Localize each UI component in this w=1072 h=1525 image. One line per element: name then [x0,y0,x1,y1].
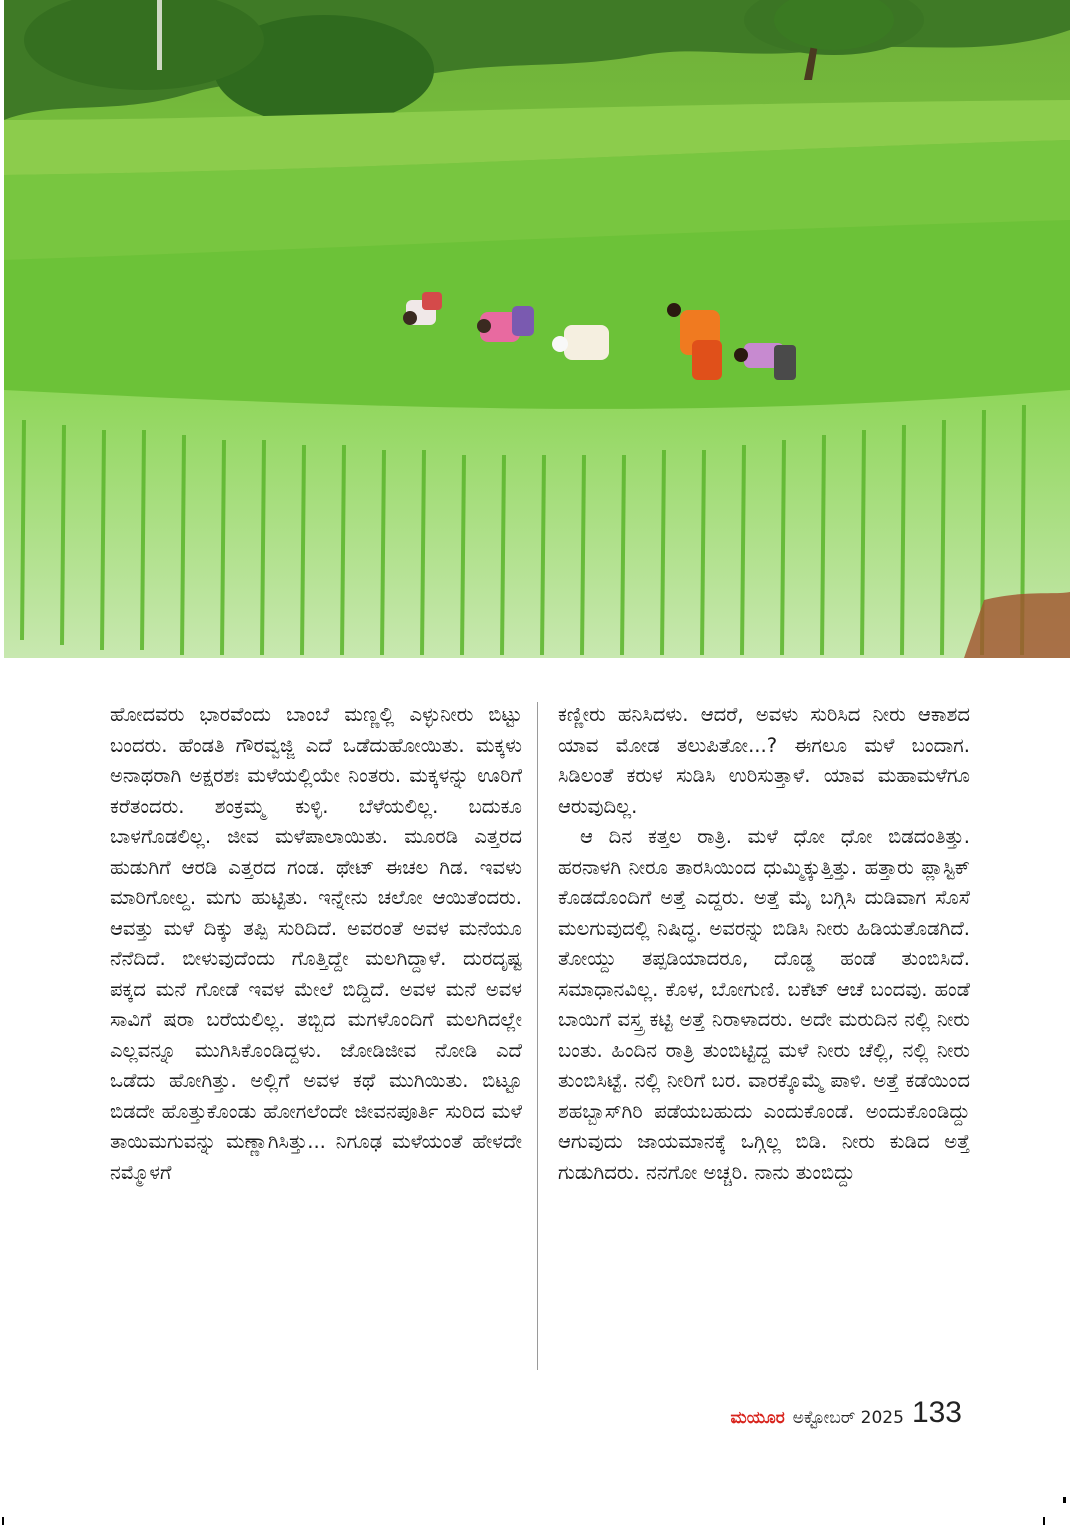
article-paragraph: ಆ ದಿನ ಕತ್ತಲ ರಾತ್ರಿ. ಮಳೆ ಧೋ ಧೋ ಬಿಡದಂತಿತ್ತು. ಹರನಾಳಗಿ ನೀರೂ ತಾರಸಿಯಿಂದ ಧುಮ್ಮಿಕ್ಕುತ್ತಿತ್ತು. ಹತ್ತಾರು ಪ್ಲಾಸ್ಟಿಕ್ ಕೊಡದೊಂದಿಗೆ ಅತ್ತೆ ಎದ್ದರು. ಅತ್ತೆ ಮೈ ಬಗ್ಗಿಸಿ ದುಡಿವಾಗ ಸೊಸೆ ಮಲಗುವುದಲ್ಲಿ ನಿಷಿದ್ಧ. ಅವರನ್ನು ಬಿಡಿಸಿ ನೀರು ಹಿಡಿಯತೊಡಗಿದೆ. ತೋಯ್ದು ತಪ್ಪಡಿಯಾದರೂ, ದೊಡ್ಡ ಹಂಡೆ ತುಂಬಿಸಿದೆ. ಸಮಾಧಾನವಿಲ್ಲ. ಕೊಳ, ಬೋಗುಣಿ. ಬಕೆಟ್ ಆಚೆ ಬಂದವು. ಹಂಡೆ ಬಾಯಿಗೆ ವಸ್ತ್ರ ಕಟ್ಟಿ ಅತ್ತೆ ನಿರಾಳಾದರು. ಅದೇ ಮರುದಿನ ನಲ್ಲಿ ನೀರು ಬಂತು. ಹಿಂದಿನ ರಾತ್ರಿ ತುಂಬಿಟ್ಟಿದ್ದ ಮಳೆ ನೀರು ಚೆಲ್ಲಿ, ನಲ್ಲಿ ನೀರು ತುಂಬಿಸಿಟ್ಟೆ. ನಲ್ಲಿ ನೀರಿಗೆ ಬರ. ವಾರಕ್ಕೊಮ್ಮೆ ಪಾಳಿ. ಅತ್ತೆ ಕಡೆಯಿಂದ ಶಹಬ್ಬಾಸ್‌ಗಿರಿ ಪಡೆಯಬಹುದು ಎಂದುಕೊಂಡೆ. ಅಂದುಕೊಂಡಿದ್ದು ಆಗುವುದು ಜಾಯಮಾನಕ್ಕೆ ಒಗ್ಗಿಲ್ಲ ಬಿಡಿ. ನೀರು ಕುಡಿದ ಅತ್ತೆ ಗುಡುಗಿದರು. ನನಗೋ ಅಚ್ಚರಿ. ನಾನು ತುಂಬಿದ್ದು [558,825,970,1184]
crop-mark [1063,1497,1066,1503]
issue-date: ಅಕ್ಟೋಬರ್ 2025 [792,1408,904,1428]
page-number: 133 [911,1396,962,1429]
article-column-right [558,700,970,1188]
article-paragraph: ಹೋದವರು ಭಾರವೆಂದು ಬಾಂಬೆ ಮಣ್ಣಲ್ಲಿ ಎಳ್ಳುನೀರು ಬಿಟ್ಟು ಬಂದರು. ಹೆಂಡತಿ ಗೌರವ್ವಜ್ಜಿ ಎದೆ ಒಡೆದುಹೋಯಿತು. ಮಕ್ಕಳು ಅನಾಥರಾಗಿ ಅಕ್ಷರಶಃ ಮಳೆಯಲ್ಲಿಯೇ ನಿಂತರು. ಮಕ್ಕಳನ್ನು ಊರಿಗೆ ಕರೆತಂದರು. ಶಂಕ್ರಮ್ಮ ಕುಳ್ಳಿ. ಬೆಳೆಯಲಿಲ್ಲ. ಬದುಕೂ ಬಾಳಗೊಡಲಿಲ್ಲ. ಜೀವ ಮಳೆಪಾಲಾಯಿತು. ಮೂರಡಿ ಎತ್ತರದ ಹುಡುಗಿಗೆ ಆರಡಿ ಎತ್ತರದ ಗಂಡ. ಥೇಟ್ ಈಚಲ ಗಿಡ. ಇವಳು ಮಾರಿಗೋಲ್ದ. ಮಗು ಹುಟ್ಟಿತು. ಇನ್ನೇನು ಚಲೋ ಆಯಿತೆಂದರು. ಆವತ್ತು ಮಳೆ ದಿಕ್ಕು ತಪ್ಪಿ ಸುರಿದಿದೆ. ಅವರಂತೆ ಅವಳ ಮನೆಯೂ ನೆನೆದಿದೆ. ಬೀಳುವುದೆಂದು ಗೊತ್ತಿದ್ದೇ ಮಲಗಿದ್ದಾಳೆ. ದುರದೃಷ್ಟ ಪಕ್ಕದ ಮನೆ ಗೋಡೆ ಇವಳ ಮೇಲೆ ಬಿದ್ದಿದೆ. ಅವಳ ಮನೆ ಅವಳ ಸಾವಿಗೆ ಷರಾ ಬರೆಯಲಿಲ್ಲ. ತಬ್ಬಿದ ಮಗಳೊಂದಿಗೆ ಮಲಗಿದಲ್ಲೇ ಎಲ್ಲವನ್ನೂ ಮುಗಿಸಿಕೊಂಡಿದ್ದಳು. ಜೋಡಿಜೀವ ನೋಡಿ ಎದೆ ಒಡೆದು ಹೋಗಿತ್ತು. ಅಲ್ಲಿಗೆ ಅವಳ ಕಥೆ ಮುಗಿಯಿತು. ಬಿಟ್ಟೂ ಬಿಡದೇ ಹೊತ್ತುಕೊಂಡು ಹೋಗಲೆಂದೇ ಜೀವನಪೂರ್ತಿ ಸುರಿದ ಮಳೆ ತಾಯಿಮಗುವನ್ನು ಮಣ್ಣಾಗಿಸಿತ್ತು... ನಿಗೂಢ ಮಳೆಯಂತೆ ಹೇಳದೇ ನಮ್ಮೊಳಗೆ [110,703,522,1184]
crop-mark [2,1517,4,1525]
magazine-brand: ಮಯೂರ [730,1408,785,1428]
paddy-field-photo [4,0,1070,658]
article-paragraph: ಕಣ್ಣೀರು ಹನಿಸಿದಳು. ಆದರೆ, ಅವಳು ಸುರಿಸಿದ ನೀರು ಆಕಾಶದ ಯಾವ ಮೋಡ ತಲುಪಿತೋ...? ಈಗಲೂ ಮಳೆ ಬಂದಾಗ. ಸಿಡಿಲಂತೆ ಕರುಳ ಸುಡಿಸಿ ಉರಿಸುತ್ತಾಳೆ. ಯಾವ ಮಹಾಮಳೆಗೂ ಆರುವುದಿಲ್ಲ. [558,703,970,818]
article-column-left [110,700,522,1188]
crop-mark [1043,1517,1045,1525]
page-footer [700,1390,962,1430]
column-divider [537,702,538,1370]
